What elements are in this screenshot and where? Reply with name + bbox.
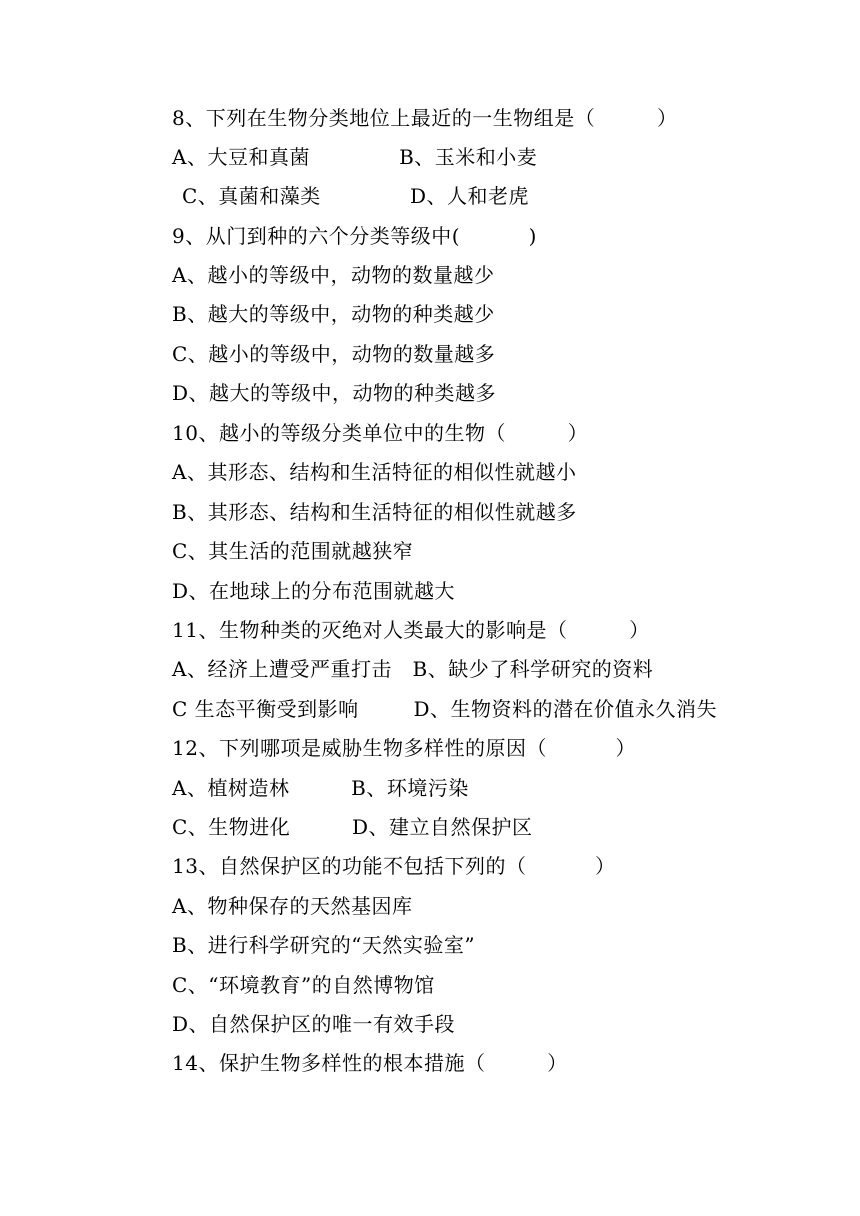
question-13-option-b: B、进行科学研究的“天然实验室” xyxy=(172,933,476,957)
question-13-option-a: A、物种保存的天然基因库 xyxy=(172,894,413,918)
question-10-option-b: B、其形态、结构和生活特征的相似性就越多 xyxy=(172,500,577,524)
question-11-options-cd: C 生态平衡受到影响 D、生物资料的潜在价值永久消失 xyxy=(172,697,718,721)
question-8: 8、下列在生物分类地位上最近的一生物组是（ ） xyxy=(172,106,678,130)
question-9-option-b: B、越大的等级中，动物的种类越少 xyxy=(172,302,495,326)
question-10-option-a: A、其形态、结构和生活特征的相似性就越小 xyxy=(172,460,577,484)
question-12-options-ab: A、植树造林 B、环境污染 xyxy=(172,776,469,800)
question-13: 13、自然保护区的功能不包括下列的（ ） xyxy=(172,854,616,878)
question-11: 11、生物种类的灭绝对人类最大的影响是（ ） xyxy=(172,618,650,642)
question-10: 10、越小的等级分类单位中的生物（ ） xyxy=(172,421,589,445)
question-9-option-d: D、越大的等级中，动物的种类越多 xyxy=(172,381,497,405)
question-12: 12、下列哪项是威胁生物多样性的原因（ ） xyxy=(172,736,637,760)
question-12-options-cd: C、生物进化 D、建立自然保护区 xyxy=(172,815,533,839)
question-13-option-d: D、自然保护区的唯一有效手段 xyxy=(172,1012,456,1036)
question-10-option-d: D、在地球上的分布范围就越大 xyxy=(172,579,456,603)
question-8-options-ab: A、大豆和真菌 B、玉米和小麦 xyxy=(172,145,538,169)
question-9: 9、从门到种的六个分类等级中( ) xyxy=(172,224,537,248)
question-13-option-c: C、“环境教育”的自然博物馆 xyxy=(172,973,435,997)
question-11-options-ab: A、经济上遭受严重打击 B、缺少了科学研究的资料 xyxy=(172,657,654,681)
question-14: 14、保护生物多样性的根本措施（ ） xyxy=(172,1051,568,1075)
question-10-option-c: C、其生活的范围就越狭窄 xyxy=(172,539,414,563)
question-9-option-a: A、越小的等级中，动物的数量越少 xyxy=(172,263,495,287)
question-9-option-c: C、越小的等级中，动物的数量越多 xyxy=(172,342,496,366)
question-8-options-cd: C、真菌和藻类 D、人和老虎 xyxy=(182,184,529,208)
